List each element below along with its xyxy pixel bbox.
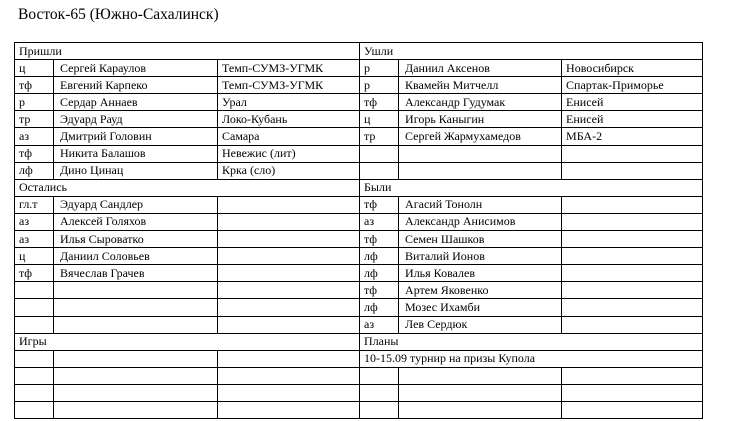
table-row bbox=[15, 196, 703, 213]
player-name: Дино Цинац bbox=[54, 162, 218, 179]
player-name: Игорь Каныгин bbox=[399, 111, 562, 128]
empty-cell bbox=[218, 213, 360, 230]
position-cell: аз bbox=[15, 128, 54, 145]
plan-item: 10-15.09 турнир на призы Купола bbox=[360, 350, 703, 367]
position-cell: тф bbox=[15, 77, 54, 94]
section-header-arrived: Пришли bbox=[15, 43, 360, 60]
position-cell: аз bbox=[360, 316, 399, 333]
table-row bbox=[15, 367, 703, 384]
table-row bbox=[15, 384, 703, 401]
table-row bbox=[15, 94, 703, 111]
position-cell: ц bbox=[15, 60, 54, 77]
empty-cell bbox=[562, 401, 703, 418]
table-row bbox=[15, 43, 703, 60]
table-row bbox=[15, 179, 703, 196]
player-name: Алексей Голяхов bbox=[54, 213, 218, 230]
player-name: Никита Балашов bbox=[54, 145, 218, 162]
table-row bbox=[15, 213, 703, 230]
empty-cell bbox=[15, 384, 54, 401]
empty-cell bbox=[218, 265, 360, 282]
position-cell: лф bbox=[360, 248, 399, 265]
section-header-plans: Планы bbox=[360, 333, 703, 350]
player-name: Даниил Соловьев bbox=[54, 248, 218, 265]
empty-cell bbox=[218, 367, 360, 384]
player-name: Виталий Ионов bbox=[399, 248, 562, 265]
empty-cell bbox=[15, 401, 54, 418]
position-cell: р bbox=[360, 60, 399, 77]
empty-cell bbox=[562, 162, 703, 179]
table-row bbox=[15, 231, 703, 248]
club-cell: Спартак-Приморье bbox=[562, 77, 703, 94]
empty-cell bbox=[360, 145, 399, 162]
table-row bbox=[15, 299, 703, 316]
player-name: Сергей Жармухамедов bbox=[399, 128, 562, 145]
empty-cell bbox=[15, 299, 54, 316]
empty-cell bbox=[54, 299, 218, 316]
empty-cell bbox=[54, 401, 218, 418]
empty-cell bbox=[218, 384, 360, 401]
player-name: Квамейн Митчелл bbox=[399, 77, 562, 94]
player-name: Дмитрий Головин bbox=[54, 128, 218, 145]
empty-cell bbox=[562, 299, 703, 316]
table-row bbox=[15, 333, 703, 350]
section-header-games: Игры bbox=[15, 333, 360, 350]
table-row bbox=[15, 282, 703, 299]
position-cell: лф bbox=[360, 265, 399, 282]
player-name: Илья Сыроватко bbox=[54, 231, 218, 248]
empty-cell bbox=[399, 384, 562, 401]
position-cell: тф bbox=[15, 145, 54, 162]
section-header-former: Были bbox=[360, 179, 703, 196]
empty-cell bbox=[360, 401, 399, 418]
player-name: Вячеслав Грачев bbox=[54, 265, 218, 282]
empty-cell bbox=[54, 282, 218, 299]
empty-cell bbox=[15, 282, 54, 299]
empty-cell bbox=[360, 162, 399, 179]
position-cell: ц bbox=[15, 248, 54, 265]
table-row bbox=[15, 60, 703, 77]
empty-cell bbox=[562, 265, 703, 282]
club-cell: Енисей bbox=[562, 94, 703, 111]
club-cell: Урал bbox=[218, 94, 360, 111]
player-name: Александр Гудумак bbox=[399, 94, 562, 111]
position-cell: тр bbox=[15, 111, 54, 128]
player-name: Артем Яковенко bbox=[399, 282, 562, 299]
empty-cell bbox=[218, 316, 360, 333]
empty-cell bbox=[218, 196, 360, 213]
empty-cell bbox=[562, 384, 703, 401]
empty-cell bbox=[562, 231, 703, 248]
empty-cell bbox=[399, 367, 562, 384]
empty-cell bbox=[399, 401, 562, 418]
position-cell: аз bbox=[15, 213, 54, 230]
club-cell: Енисей bbox=[562, 111, 703, 128]
table-row bbox=[15, 350, 703, 367]
empty-cell bbox=[218, 282, 360, 299]
player-name: Семен Шашков bbox=[399, 231, 562, 248]
player-name: Александр Анисимов bbox=[399, 213, 562, 230]
table-row bbox=[15, 145, 703, 162]
empty-cell bbox=[218, 248, 360, 265]
empty-cell bbox=[15, 350, 54, 367]
position-cell: гл.т bbox=[15, 196, 54, 213]
position-cell: тф bbox=[360, 282, 399, 299]
section-header-stayed: Остались bbox=[15, 179, 360, 196]
empty-cell bbox=[399, 162, 562, 179]
empty-cell bbox=[218, 350, 360, 367]
table-row bbox=[15, 111, 703, 128]
club-cell: Темп-СУМЗ-УГМК bbox=[218, 77, 360, 94]
position-cell: тр bbox=[360, 128, 399, 145]
empty-cell bbox=[562, 213, 703, 230]
empty-cell bbox=[218, 231, 360, 248]
empty-cell bbox=[15, 316, 54, 333]
table-row bbox=[15, 401, 703, 418]
player-name: Сергей Караулов bbox=[54, 60, 218, 77]
empty-cell bbox=[54, 384, 218, 401]
empty-cell bbox=[562, 196, 703, 213]
position-cell: р bbox=[15, 94, 54, 111]
empty-cell bbox=[562, 316, 703, 333]
position-cell: ц bbox=[360, 111, 399, 128]
empty-cell bbox=[218, 401, 360, 418]
player-name: Лев Сердюк bbox=[399, 316, 562, 333]
empty-cell bbox=[54, 367, 218, 384]
player-name: Илья Ковалев bbox=[399, 265, 562, 282]
position-cell: тф bbox=[15, 265, 54, 282]
player-name: Агасий Тонолн bbox=[399, 196, 562, 213]
table-row bbox=[15, 248, 703, 265]
club-cell: Локо-Кубань bbox=[218, 111, 360, 128]
roster-table bbox=[14, 42, 703, 419]
position-cell: аз bbox=[15, 231, 54, 248]
empty-cell bbox=[360, 384, 399, 401]
player-name: Даниил Аксенов bbox=[399, 60, 562, 77]
club-cell: Крка (сло) bbox=[218, 162, 360, 179]
position-cell: тф bbox=[360, 231, 399, 248]
empty-cell bbox=[15, 367, 54, 384]
empty-cell bbox=[562, 282, 703, 299]
club-cell: Новосибирск bbox=[562, 60, 703, 77]
empty-cell bbox=[399, 145, 562, 162]
empty-cell bbox=[54, 316, 218, 333]
table-row bbox=[15, 162, 703, 179]
table-row bbox=[15, 128, 703, 145]
position-cell: тф bbox=[360, 196, 399, 213]
table-row bbox=[15, 265, 703, 282]
empty-cell bbox=[562, 248, 703, 265]
table-row bbox=[15, 316, 703, 333]
position-cell: тф bbox=[360, 94, 399, 111]
empty-cell bbox=[562, 145, 703, 162]
club-cell: Невежис (лит) bbox=[218, 145, 360, 162]
position-cell: лф bbox=[360, 299, 399, 316]
player-name: Евгений Карпеко bbox=[54, 77, 218, 94]
table-row bbox=[15, 77, 703, 94]
empty-cell bbox=[218, 299, 360, 316]
page-title: Восток-65 (Южно-Сахалинск) bbox=[18, 6, 219, 23]
position-cell: лф bbox=[15, 162, 54, 179]
player-name: Сердар Аннаев bbox=[54, 94, 218, 111]
player-name: Мозес Ихамби bbox=[399, 299, 562, 316]
section-header-left: Ушли bbox=[360, 43, 703, 60]
empty-cell bbox=[562, 367, 703, 384]
position-cell: аз bbox=[360, 213, 399, 230]
club-cell: Самара bbox=[218, 128, 360, 145]
player-name: Эдуард Сандлер bbox=[54, 196, 218, 213]
empty-cell bbox=[360, 367, 399, 384]
position-cell: р bbox=[360, 77, 399, 94]
empty-cell bbox=[54, 350, 218, 367]
club-cell: МБА-2 bbox=[562, 128, 703, 145]
player-name: Эдуард Рауд bbox=[54, 111, 218, 128]
club-cell: Темп-СУМЗ-УГМК bbox=[218, 60, 360, 77]
